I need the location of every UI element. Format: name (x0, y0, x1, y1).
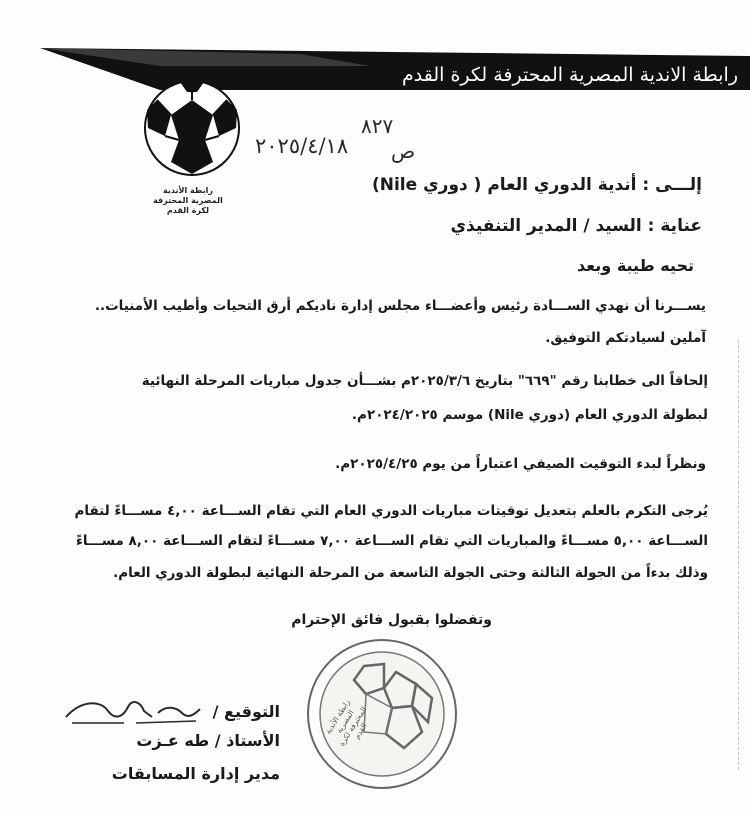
paragraph-2-line-1: إلحاقاً الى خطابنا رقم "٦٦٩" بتاريخ ٢٠٢٥/٣/٦م بشـــأن جدول مباريات المرحلة النهائية (141, 373, 708, 389)
logo-caption: رابطة الأندية المصرية المحترفة لكرة القدم (153, 186, 223, 215)
paragraph-4-line-1: يُرجى التكرم بالعلم بتعديل توقيتات مباريات الدوري العام التي تقام الســـاعة ٤,٠٠ مســـاءً لتقام (74, 503, 708, 519)
paragraph-1-line-1: يســـرنا أن نهدي الســـادة رئيس وأعضـــاء مجلس إدارة ناديكم أرق التحيات وأطيب الأمنيات.. (94, 298, 706, 314)
attention-line: عناية : السيد / المدير التنفيذي (450, 216, 702, 236)
reference-date: ٢٠٢٥/٤/١٨ (255, 134, 349, 158)
closing-line: وتفضلوا بقبول فائق الإحترام (291, 612, 492, 628)
scan-edge-line (738, 340, 740, 770)
paragraph-4-line-2: الســـاعة ٥,٠٠ مســـاءً والمباريات التي تقام الســـاعة ٧,٠٠ مســـاءً لتقام الســـاعة ٨,٠٠ مســـاءً (75, 533, 708, 549)
paragraph-1-line-2: آملين لسيادتكم التوفيق. (545, 330, 706, 346)
signatory-title: مدير إدارة المسابقات (111, 764, 280, 783)
signature-label: التوقيع / (212, 702, 280, 721)
organization-name: رابطة الاندية المصرية المحترفة لكرة القدم (402, 64, 738, 86)
reference-number: ٨٢٧ (361, 114, 394, 138)
addressee: إلـــى : أندية الدوري العام ( دوري Nile) (371, 175, 702, 195)
paragraph-3: ونظراً لبدء التوقيت الصيفي اعتباراً من يوم ٢٠٢٥/٤/٢٥م. (335, 456, 706, 472)
paragraph-2-line-2: لبطولة الدوري العام (دوري Nile) موسم ٢٠٢٤/٢٠٢٥م. (351, 407, 708, 423)
handwritten-signature (62, 693, 204, 727)
official-stamp (304, 636, 460, 792)
reference-label: ص (391, 139, 416, 163)
reference-handwriting (253, 110, 423, 170)
signatory-name: الأستاذ / طه عـزت (136, 731, 280, 750)
paragraph-4-line-3: وذلك بدءاً من الجولة الثالثة وحتى الجولة التاسعة من المرحلة النهائية لبطولة الدوري العام. (113, 565, 708, 581)
stamp-text: رابطة الأندية المصرية المحترفة لكرة القدم (323, 697, 369, 748)
greeting: تحيه طيبة وبعد (577, 256, 694, 275)
